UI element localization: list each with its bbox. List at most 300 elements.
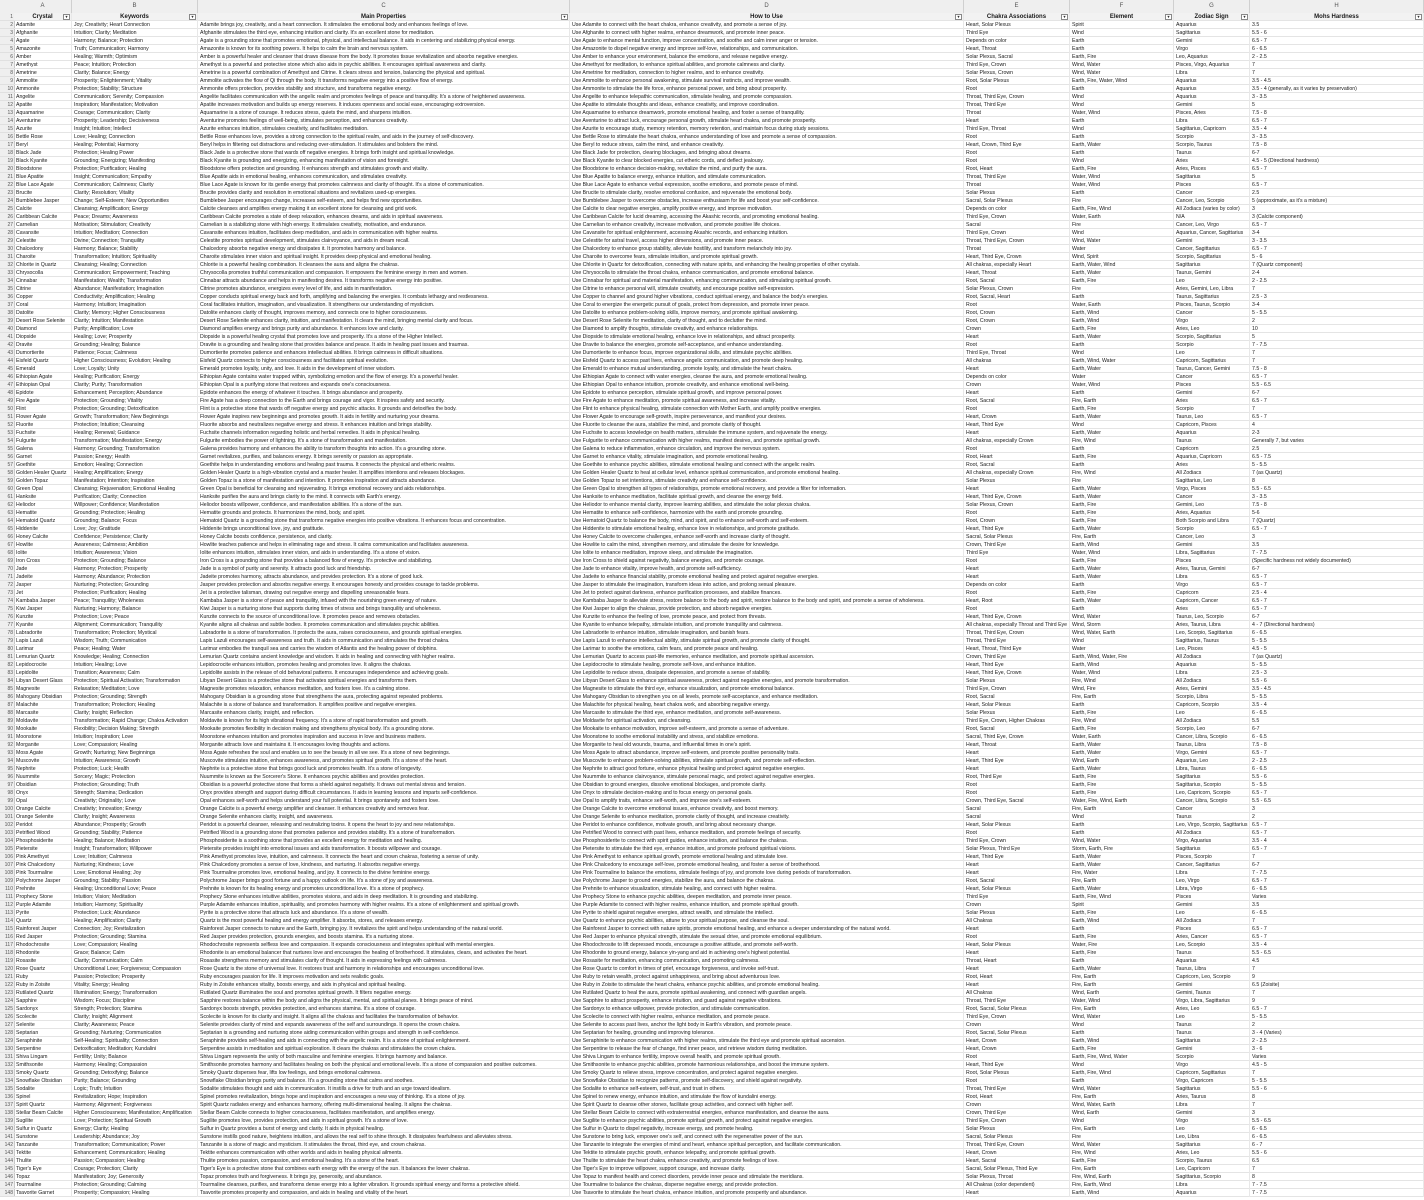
table-cell[interactable]: Revitalization; Hope; Inspiration [72, 1093, 198, 1101]
filter-dropdown-icon[interactable]: ▾ [955, 14, 962, 20]
table-cell[interactable]: Use Ethiopian Opal to enhance intuition, promote creativity, and enhance emotional well-being. [570, 381, 964, 389]
table-cell[interactable]: Iolite enhances intuition, stimulates inner vision, and aids in understanding. It's a stone of vision. [198, 549, 570, 557]
table-cell[interactable]: Wind, Earth [1070, 989, 1174, 997]
table-cell[interactable]: Throat, Third Eye [964, 173, 1070, 181]
table-cell[interactable]: Gemini [1174, 37, 1250, 45]
table-cell[interactable]: Amber is a powerful healer and cleanser that draws disease from the body. It promotes tissue revitalization and absorbs negative energies. [198, 53, 570, 61]
table-cell[interactable]: Heart, Solar Plexus [964, 21, 1070, 29]
table-cell[interactable]: Third Eye, Crown, Higher Chakras [964, 717, 1070, 725]
filter-dropdown-icon[interactable]: ▾ [1061, 14, 1068, 20]
table-cell[interactable]: Throat [964, 181, 1070, 189]
table-cell[interactable]: Root, Sacral, Solar Plexus [964, 1029, 1070, 1037]
table-cell[interactable]: Third Eye, Crown [964, 1013, 1070, 1021]
table-cell[interactable]: Amazonite [14, 45, 72, 53]
row-number[interactable]: 110 [0, 885, 14, 893]
table-cell[interactable]: Fire, Earth [1070, 981, 1174, 989]
table-cell[interactable]: 6.5 (Zoisite) [1250, 981, 1424, 989]
table-cell[interactable]: Fire, Earth [1070, 877, 1174, 885]
table-cell[interactable]: 6.5 - 7 [1250, 877, 1424, 885]
table-cell[interactable]: Peridot is a powerful cleanser, releasing and neutralizing toxins. It opens the heart to joy and new relationships. [198, 821, 570, 829]
table-cell[interactable]: Use Amethyst for meditation, to enhance spiritual abilities, and promote calmness and clarity. [570, 61, 964, 69]
table-cell[interactable]: Blue Lace Agate [14, 181, 72, 189]
table-cell[interactable]: Thulite [14, 1157, 72, 1165]
table-cell[interactable]: Sapphire restores balance within the body and aligns the physical, mental, and spiritual planes. It brings peace of mind. [198, 997, 570, 1005]
table-cell[interactable]: Libra, Taurus [1174, 765, 1250, 773]
table-cell[interactable]: Rutilated Quartz illuminates the soul and promotes spiritual growth. It filters negative energy. [198, 989, 570, 997]
table-cell[interactable]: Pink Chalcedony [14, 861, 72, 869]
table-cell[interactable]: Libyan Desert Glass [14, 677, 72, 685]
table-cell[interactable]: Root, Sacral [964, 725, 1070, 733]
table-cell[interactable]: Scorpio, Leo [1174, 725, 1250, 733]
table-cell[interactable]: Use Kunzite to enhance the feeling of love, promote peace, and protect from threats. [570, 613, 964, 621]
table-cell[interactable]: Use Copper to channel and ground higher vibrations, conduct spiritual energy, and balance the body's energies. [570, 293, 964, 301]
table-cell[interactable]: Enhancement; Perception; Abundance [72, 389, 198, 397]
table-cell[interactable]: Phosphosiderite is a soothing stone that provides an excellent energy for meditation and healing. [198, 837, 570, 845]
table-cell[interactable]: Heart, Sacral [964, 1157, 1070, 1165]
table-cell[interactable]: Labradorite [14, 629, 72, 637]
column-header[interactable]: Crystal ▾ [14, 13, 72, 21]
table-cell[interactable]: Scorpio, Sagittarius [1174, 253, 1250, 261]
table-cell[interactable]: Kunzite [14, 613, 72, 621]
table-cell[interactable]: Moonstone [14, 733, 72, 741]
row-number[interactable]: 142 [0, 1141, 14, 1149]
table-cell[interactable]: Use Hematite to enhance self-confidence, harmonize with the earth and promote grounding. [570, 509, 964, 517]
row-number[interactable]: 47 [0, 381, 14, 389]
table-cell[interactable]: Tsavorite Garnet [14, 1189, 72, 1197]
table-cell[interactable]: Use Muscovite to enhance problem-solving abilities, stimulate spiritual growth, and promote self-reflection. [570, 757, 964, 765]
table-cell[interactable]: Use Rutilated Quartz to heal the aura, promote spiritual awakening, and connect with guardian angels. [570, 989, 964, 997]
table-cell[interactable]: Coral [14, 301, 72, 309]
table-cell[interactable]: Capricorn, Sagittarius [1174, 1069, 1250, 1077]
table-cell[interactable]: Ruby encourages passion for life. It improves motivation and sets realistic goals. [198, 973, 570, 981]
table-cell[interactable]: Capricorn [1174, 589, 1250, 597]
table-cell[interactable]: Taurus [1174, 813, 1250, 821]
table-cell[interactable]: Energy; Clarity; Healing [72, 1125, 198, 1133]
table-cell[interactable]: Use Hematoid Quartz to balance the body, mind, and spirit, and to enhance self-worth and self-esteem. [570, 517, 964, 525]
table-cell[interactable]: Petrified Wood is a grounding stone that promotes patience and provides stability. It's a stone of transformation. [198, 829, 570, 837]
table-cell[interactable]: Water, Earth [1070, 733, 1174, 741]
row-number[interactable]: 38 [0, 309, 14, 317]
table-cell[interactable]: Protection; Grounding; Strength [72, 693, 198, 701]
table-cell[interactable]: Varies [1250, 893, 1424, 901]
table-cell[interactable]: Gemini [1174, 389, 1250, 397]
table-cell[interactable]: Purple Adamite [14, 901, 72, 909]
table-cell[interactable]: Taurus [1174, 1021, 1250, 1029]
table-cell[interactable]: 6.5 - 7 [1250, 413, 1424, 421]
table-cell[interactable]: Heart [964, 389, 1070, 397]
table-cell[interactable]: Orange Calcite is a powerful energy amplifier and cleanser. It enhances creativity and removes fear. [198, 805, 570, 813]
table-cell[interactable]: Wind [1070, 813, 1174, 821]
table-cell[interactable]: Earth, Water [1070, 485, 1174, 493]
table-cell[interactable]: Cleansing; Healing; Connection [72, 261, 198, 269]
table-cell[interactable]: Iolite [14, 549, 72, 557]
table-cell[interactable]: Heart, Throat [964, 45, 1070, 53]
table-cell[interactable]: Heart [964, 765, 1070, 773]
table-cell[interactable]: 5 - 5.5 [1250, 1013, 1424, 1021]
column-letter-g[interactable]: G [1174, 0, 1250, 13]
table-cell[interactable]: Golden Topaz [14, 477, 72, 485]
table-cell[interactable]: Wind, Water [1070, 1013, 1174, 1021]
table-cell[interactable]: Use Cinnabar for spiritual and material manifestation, enhancing communication, and stimulating spiritual growth. [570, 277, 964, 285]
table-cell[interactable]: Orange Selenite [14, 813, 72, 821]
table-cell[interactable]: 3 [1250, 805, 1424, 813]
table-cell[interactable]: Earth [1070, 45, 1174, 53]
table-cell[interactable]: Copper conducts spiritual energy back and forth, amplifying and balancing the energies. It combats lethargy and restlessness. [198, 293, 570, 301]
table-cell[interactable]: Hiddenite brings unconditional love, joy, and gratitude. [198, 525, 570, 533]
row-number[interactable]: 84 [0, 677, 14, 685]
table-cell[interactable]: Third Eye [964, 549, 1070, 557]
table-cell[interactable]: Ammonite offers protection, provides stability and structure, and transforms negative energy. [198, 85, 570, 93]
row-number[interactable]: 83 [0, 669, 14, 677]
table-cell[interactable]: Obsidian is a powerful protective stone that forms a shield against negativity. It draws out mental stress and tension. [198, 781, 570, 789]
table-cell[interactable]: Aries, Taurus [1174, 1093, 1250, 1101]
table-cell[interactable]: Goethite [14, 461, 72, 469]
table-cell[interactable]: Leo, Pisces [1174, 645, 1250, 653]
table-cell[interactable]: Protection; Love; Peace [72, 613, 198, 621]
table-cell[interactable]: Creativity; Originality; Love [72, 797, 198, 805]
row-number[interactable]: 21 [0, 173, 14, 181]
table-cell[interactable]: Ruby in Zoisite enhances vitality, boosts energy, and aids in physical and spiritual healing. [198, 981, 570, 989]
table-cell[interactable]: Motivation; Stimulation; Creativity [72, 221, 198, 229]
table-cell[interactable]: Root [964, 85, 1070, 93]
table-cell[interactable]: 3 [1250, 205, 1424, 213]
row-number[interactable]: 59 [0, 477, 14, 485]
table-cell[interactable]: Love; Healing; Connection [72, 133, 198, 141]
table-cell[interactable]: Earth, Fire [1070, 933, 1174, 941]
row-number[interactable]: 113 [0, 909, 14, 917]
table-cell[interactable]: Use Moonstone to soothe emotional instability and stress, and stabilize emotions. [570, 733, 964, 741]
table-cell[interactable]: Earth, Water [1070, 525, 1174, 533]
table-cell[interactable]: Eisfeld Quartz connects to higher consciousness and facilitates spiritual evolution. [198, 357, 570, 365]
table-cell[interactable]: Intuition; Awareness; Growth [72, 757, 198, 765]
table-cell[interactable]: 3.5 [1250, 21, 1424, 29]
table-cell[interactable]: Libra [1174, 69, 1250, 77]
row-number[interactable]: 64 [0, 517, 14, 525]
filter-dropdown-icon[interactable]: ▾ [1165, 14, 1172, 20]
row-number[interactable]: 19 [0, 157, 14, 165]
table-cell[interactable]: 6 - 6.5 [1250, 1133, 1424, 1141]
table-cell[interactable]: Use Jet to protect against darkness, enhance purification processes, and stabilize finances. [570, 589, 964, 597]
row-number[interactable]: 26 [0, 213, 14, 221]
table-cell[interactable]: Garnet [14, 453, 72, 461]
table-cell[interactable]: Root, Sacral [964, 461, 1070, 469]
row-number[interactable]: 25 [0, 205, 14, 213]
table-cell[interactable]: Pink Amethyst promotes love, intuition, and calmness. It connects the heart and crown chakras, fostering a sense of unity. [198, 853, 570, 861]
table-cell[interactable]: Illumination; Energy; Transformation [72, 989, 198, 997]
table-cell[interactable]: Taurus [1174, 949, 1250, 957]
table-cell[interactable]: Ethiopian Opal is a purifying stone that restores and expands one's consciousness. [198, 381, 570, 389]
table-cell[interactable]: 7 [1250, 989, 1424, 997]
table-cell[interactable]: Rainforest Jasper [14, 925, 72, 933]
table-cell[interactable]: Earth, Fire [1070, 773, 1174, 781]
table-cell[interactable]: Solar Plexus [964, 189, 1070, 197]
table-cell[interactable]: Earth, Water [1070, 365, 1174, 373]
row-number[interactable]: 15 [0, 125, 14, 133]
table-cell[interactable]: Self-Healing; Spirituality; Connection [72, 1037, 198, 1045]
row-number[interactable]: 82 [0, 661, 14, 669]
table-cell[interactable]: Amethyst is a powerful and protective stone which also aids in psychic abilities. It encourages spiritual awareness and clarity. [198, 61, 570, 69]
table-cell[interactable]: Use Topaz to manifest health and correct disorders, provide inner peace and stimulate the meridians. [570, 1173, 964, 1181]
table-cell[interactable]: Earth, Wind, Water [1070, 357, 1174, 365]
table-cell[interactable]: Use Diamond to amplify thoughts, stimulate creativity, and enhance relationships. [570, 325, 964, 333]
table-cell[interactable]: 3 [1250, 533, 1424, 541]
table-cell[interactable]: Jadeite promotes harmony, attracts abundance, and provides protection. It's a stone of good luck. [198, 573, 570, 581]
table-cell[interactable]: Heart, Root [964, 597, 1070, 605]
table-cell[interactable]: Use Malachite for physical healing, heart chakra work, and absorbing negative energy. [570, 701, 964, 709]
table-cell[interactable]: Protection; Grounding; Stamina [72, 933, 198, 941]
table-cell[interactable]: Wind, Water [1070, 1085, 1174, 1093]
table-cell[interactable]: Sacral, Solar Plexus [964, 1133, 1070, 1141]
row-number[interactable]: 63 [0, 509, 14, 517]
table-cell[interactable]: Root [964, 341, 1070, 349]
table-cell[interactable]: Lapis Lazuli encourages self-awareness and truth. It aids in communication and stimulates the throat chakra. [198, 637, 570, 645]
table-cell[interactable]: Crown [964, 325, 1070, 333]
row-number[interactable]: 52 [0, 421, 14, 429]
row-number[interactable]: 36 [0, 293, 14, 301]
table-cell[interactable]: Heliodor boosts willpower, confidence, and manifestation abilities. It's a stone of the sun. [198, 501, 570, 509]
table-cell[interactable]: Wind [1070, 349, 1174, 357]
table-cell[interactable]: Virgo, Capricorn [1174, 1077, 1250, 1085]
table-cell[interactable]: Chalcedony absorbs negative energy and dissipates it. It promotes harmony and balance. [198, 245, 570, 253]
table-cell[interactable]: Brucite provides clarity and resolution in emotional situations and revitalizes used-up energies. [198, 189, 570, 197]
table-cell[interactable]: Hematoid Quartz [14, 517, 72, 525]
table-cell[interactable]: 6.5 - 7 [1250, 245, 1424, 253]
table-cell[interactable]: Root, Crown [964, 517, 1070, 525]
table-cell[interactable]: Depends on color [964, 37, 1070, 45]
table-cell[interactable]: Scorpio, Taurus [1174, 1157, 1250, 1165]
table-cell[interactable]: Purple Adamite enhances intuition, spirituality, and promotes harmony with higher realms. It's a stone of enlightenment and spiritual growth. [198, 901, 570, 909]
table-cell[interactable]: Use Pink Amethyst to enhance spiritual growth, promote emotional healing and stimulate love. [570, 853, 964, 861]
table-cell[interactable]: Heart, Solar Plexus [964, 701, 1070, 709]
table-cell[interactable]: 6.5 - 7 [1250, 845, 1424, 853]
table-cell[interactable]: Throat, Third Eye, Crown [964, 93, 1070, 101]
table-cell[interactable]: Iron Cross [14, 557, 72, 565]
table-cell[interactable]: Earth, Water [1070, 853, 1174, 861]
row-number[interactable]: 87 [0, 701, 14, 709]
table-cell[interactable]: Crown, Third Eye [964, 1109, 1070, 1117]
table-cell[interactable]: Earth, Water [1070, 597, 1174, 605]
table-cell[interactable]: Use Smoky Quartz to relieve stress, improve concentration, and protect against negative energies. [570, 1069, 964, 1077]
table-cell[interactable]: Protection; Spiritual Activation; Transformation [72, 677, 198, 685]
table-cell[interactable]: Wind, Water [1070, 1141, 1174, 1149]
row-number[interactable]: 75 [0, 605, 14, 613]
table-cell[interactable]: Ethiopian Agate [14, 373, 72, 381]
table-cell[interactable]: 7 [1250, 965, 1424, 973]
table-cell[interactable]: Use Pietersite to stimulate the third eye, enhance intuition, and promote profound spiritual visions. [570, 845, 964, 853]
table-cell[interactable]: Use Spirit Quartz to cleanse other stones, facilitate group activities, and connect with higher self. [570, 1101, 964, 1109]
table-cell[interactable]: Use Howlite to calm the mind, strengthen memory, and stimulate the desire for knowledge. [570, 541, 964, 549]
table-cell[interactable]: Earth [1070, 1077, 1174, 1085]
table-cell[interactable]: Citrine [14, 285, 72, 293]
table-cell[interactable]: Use Goethite to enhance psychic abilities, stimulate emotional healing and connect with the angelic realm. [570, 461, 964, 469]
table-cell[interactable]: Solar Plexus [964, 1125, 1070, 1133]
table-cell[interactable]: Diopside [14, 333, 72, 341]
table-cell[interactable]: Kiwi Jasper [14, 605, 72, 613]
table-cell[interactable]: 6.5 - 7 [1250, 749, 1424, 757]
table-cell[interactable]: Leadership; Abundance; Joy [72, 1133, 198, 1141]
table-cell[interactable]: Earth, Fire [1070, 53, 1174, 61]
table-cell[interactable]: Adamite brings joy, creativity, and a heart connection. It stimulates the emotional body and enhances feelings of love. [198, 21, 570, 29]
table-cell[interactable]: Stellar Beam Calcite [14, 1109, 72, 1117]
table-cell[interactable]: Orange Calcite [14, 805, 72, 813]
table-cell[interactable]: 6.5 - 7 [1250, 397, 1424, 405]
table-cell[interactable]: Healing; Amplification; Energy [72, 469, 198, 477]
table-cell[interactable]: Larimar [14, 645, 72, 653]
table-cell[interactable]: Fire, Earth [1070, 1165, 1174, 1173]
table-cell[interactable]: Beryl [14, 141, 72, 149]
table-cell[interactable]: Use Celestite for astral travel, access higher dimensions, and promote inner peace. [570, 237, 964, 245]
table-cell[interactable]: Fire [1070, 197, 1174, 205]
table-cell[interactable]: Hiddenite [14, 525, 72, 533]
row-number[interactable]: 51 [0, 413, 14, 421]
table-cell[interactable]: Scorpio, Taurus [1174, 141, 1250, 149]
row-number[interactable]: 102 [0, 821, 14, 829]
row-number[interactable]: 148 [0, 1189, 14, 1197]
table-cell[interactable]: Clarity; Awareness; Peace [72, 1021, 198, 1029]
table-cell[interactable]: Sugilite [14, 1117, 72, 1125]
table-cell[interactable]: Depends on color [964, 205, 1070, 213]
row-number[interactable]: 28 [0, 229, 14, 237]
table-cell[interactable]: Jade [14, 565, 72, 573]
table-cell[interactable]: Third Eye, Crown [964, 61, 1070, 69]
table-cell[interactable]: Root [964, 589, 1070, 597]
table-cell[interactable]: Earth [1070, 957, 1174, 965]
table-cell[interactable]: 4.5 - 5 [1250, 645, 1424, 653]
table-cell[interactable]: Ethiopian Opal [14, 381, 72, 389]
table-cell[interactable]: Love; Loyalty; Unity [72, 365, 198, 373]
table-cell[interactable]: Scorpio [1174, 341, 1250, 349]
table-cell[interactable]: Fire, Wind, Earth [1070, 1173, 1174, 1181]
table-cell[interactable]: Use Thulite to stimulate the heart chakra, enhance creativity, and promote feelings of love. [570, 1157, 964, 1165]
table-cell[interactable]: 5 [1250, 101, 1424, 109]
table-cell[interactable]: 7 [1250, 61, 1424, 69]
table-cell[interactable]: Use Ethiopian Agate to connect with water energies, cleanse the aura, and promote emotional healing. [570, 373, 964, 381]
table-cell[interactable]: Tiger's Eye [14, 1165, 72, 1173]
table-cell[interactable]: All Chakras (color dependent) [964, 1181, 1070, 1189]
table-cell[interactable]: 3-4 [1250, 229, 1424, 237]
table-cell[interactable]: Use Kyanite to enhance telepathy, stimulate intuition, and promote tranquility and calmness. [570, 621, 964, 629]
table-cell[interactable]: Obsidian [14, 781, 72, 789]
table-cell[interactable]: Fuchsite [14, 429, 72, 437]
table-cell[interactable]: Cancer [1174, 493, 1250, 501]
table-cell[interactable]: Sapphire [14, 997, 72, 1005]
table-cell[interactable]: Earth, Water [1070, 413, 1174, 421]
table-cell[interactable]: Smithsonite [14, 1061, 72, 1069]
table-cell[interactable]: Prehnite [14, 885, 72, 893]
table-cell[interactable]: Healing; Warmth; Optimism [72, 53, 198, 61]
table-cell[interactable]: Joy; Creativity; Heart Connection [72, 21, 198, 29]
table-cell[interactable]: 3-4 [1250, 301, 1424, 309]
table-cell[interactable]: Throat, Third Eye [964, 637, 1070, 645]
table-cell[interactable]: Fire, Wind [1070, 1149, 1174, 1157]
table-cell[interactable]: Throat [964, 245, 1070, 253]
table-cell[interactable]: Use Seraphinite to enhance communication with higher realms, stimulate the third eye and promote spiritual ascension. [570, 1037, 964, 1045]
table-cell[interactable]: Use Tsavorite to stimulate the heart chakra, enhance intuition, and promote prosperity and abundance. [570, 1189, 964, 1197]
filter-dropdown-icon[interactable]: ▾ [1415, 14, 1422, 20]
table-cell[interactable]: Grounding; Stability; Patience [72, 829, 198, 837]
table-cell[interactable]: Solar Plexus [964, 909, 1070, 917]
table-cell[interactable]: Earth, Fire, Wind, Water [1070, 1053, 1174, 1061]
table-cell[interactable]: Scolecite is known for its clarity and insight. It aligns all the chakras and facilitates the transformation of behavior. [198, 1013, 570, 1021]
table-cell[interactable]: Mookaite promotes flexibility in decision making and strengthens physical body. It's a grounding stone. [198, 725, 570, 733]
table-cell[interactable]: Diamond amplifies energy and brings purity and abundance. It enhances love and clarity. [198, 325, 570, 333]
table-cell[interactable]: Earth, Fire [1070, 509, 1174, 517]
table-cell[interactable]: 7 [1250, 853, 1424, 861]
table-cell[interactable]: Earth [1070, 461, 1174, 469]
table-cell[interactable]: Capricorn, Scorpio [1174, 701, 1250, 709]
table-cell[interactable]: Jet [14, 589, 72, 597]
table-cell[interactable]: Virgo, Gemini [1174, 749, 1250, 757]
table-cell[interactable]: Sagittarius [1174, 261, 1250, 269]
row-number[interactable]: 53 [0, 429, 14, 437]
table-cell[interactable]: Leo, Scorpio, Sagittarius [1174, 629, 1250, 637]
table-cell[interactable]: 6-7 [1250, 565, 1424, 573]
table-cell[interactable]: 3 - 6 [1250, 1045, 1424, 1053]
table-cell[interactable]: 5 [1250, 173, 1424, 181]
table-cell[interactable]: Cancer, Libra, Scorpio [1174, 797, 1250, 805]
table-cell[interactable]: Rhodonite is an emotional balancer that nurtures love and encourages the healing of brotherhood. It stimulates, clears, and activates the heart. [198, 949, 570, 957]
table-cell[interactable]: Heart, Throat [964, 741, 1070, 749]
table-cell[interactable]: Use Aquamarine to enhance dreamwork, promote emotional healing, and foster a sense of tranquility. [570, 109, 964, 117]
table-cell[interactable]: 5 - 5.5 [1250, 781, 1424, 789]
table-cell[interactable]: All chakras, especially Heart [964, 261, 1070, 269]
column-header[interactable]: Element ▾ [1070, 13, 1174, 21]
table-cell[interactable]: 6-7 [1250, 613, 1424, 621]
table-cell[interactable]: Kyanite [14, 621, 72, 629]
table-cell[interactable]: Leo [1174, 909, 1250, 917]
table-cell[interactable]: 7 [1250, 349, 1424, 357]
table-cell[interactable]: Wind [1070, 1021, 1174, 1029]
table-cell[interactable]: Fire, Earth [1070, 1125, 1174, 1133]
row-number[interactable]: 106 [0, 853, 14, 861]
table-cell[interactable]: Earth [1070, 1029, 1174, 1037]
table-cell[interactable]: Aries, Leo [1174, 1005, 1250, 1013]
table-cell[interactable]: Harmony; Alignment; Forgiveness [72, 1101, 198, 1109]
row-number[interactable]: 18 [0, 149, 14, 157]
table-cell[interactable]: Throat, Third Eye [964, 1085, 1070, 1093]
table-cell[interactable]: Protection; Grounding; Calming [72, 1181, 198, 1189]
table-cell[interactable]: Use Desert Rose Selenite for meditation, clarity of thought, and to declutter the mind. [570, 317, 964, 325]
row-number[interactable]: 29 [0, 237, 14, 245]
table-cell[interactable]: Sagittarius, Leo [1174, 477, 1250, 485]
table-cell[interactable]: Truth; Communication; Harmony [72, 45, 198, 53]
table-cell[interactable]: Heart, Solar Plexus [964, 941, 1070, 949]
row-number[interactable]: 77 [0, 621, 14, 629]
table-cell[interactable]: Libra [1174, 869, 1250, 877]
table-cell[interactable]: 6.5 - 7 [1250, 1005, 1424, 1013]
table-cell[interactable]: Use Libyan Desert Glass to enhance spiritual awareness, protect against negative energies, and promote transformation. [570, 677, 964, 685]
table-cell[interactable]: Water, Wind [1070, 549, 1174, 557]
table-cell[interactable]: Solar Plexus [964, 709, 1070, 717]
table-cell[interactable]: Desert Rose Selenite enhances clarity, intuition, and manifestation. It clears the mind, bringing mental clarity and focus. [198, 317, 570, 325]
table-cell[interactable]: 3.5 - 4.5 [1250, 77, 1424, 85]
table-cell[interactable]: Taurus, Libra [1174, 741, 1250, 749]
table-cell[interactable]: Nuummite [14, 773, 72, 781]
table-cell[interactable]: Taurus [1174, 149, 1250, 157]
table-cell[interactable]: Flint [14, 405, 72, 413]
table-cell[interactable]: Cinnabar attracts abundance and helps in manifesting desires. It transforms negative energy into positive. [198, 277, 570, 285]
table-cell[interactable]: 5.5 - 6 [1250, 773, 1424, 781]
table-cell[interactable]: 7.5 - 8 [1250, 741, 1424, 749]
table-cell[interactable]: Taurus, Cancer, Gemini [1174, 365, 1250, 373]
table-cell[interactable]: 3 - 3.5 [1250, 493, 1424, 501]
table-cell[interactable]: Diopside is a powerful healing crystal that promotes love and prosperity. It's a stone of the Higher Intellect. [198, 333, 570, 341]
table-cell[interactable]: Opal enhances self-worth and helps understand your full potential. It brings spontaneity and fosters love. [198, 797, 570, 805]
table-cell[interactable]: Virgo [1174, 45, 1250, 53]
table-cell[interactable]: Moldavite is known for its high vibrational frequency. It's a stone of rapid transformation and growth. [198, 717, 570, 725]
table-cell[interactable]: Azurite enhances intuition, stimulates creativity, and facilitates meditation. [198, 125, 570, 133]
table-cell[interactable]: 6.5 - 7 [1250, 165, 1424, 173]
